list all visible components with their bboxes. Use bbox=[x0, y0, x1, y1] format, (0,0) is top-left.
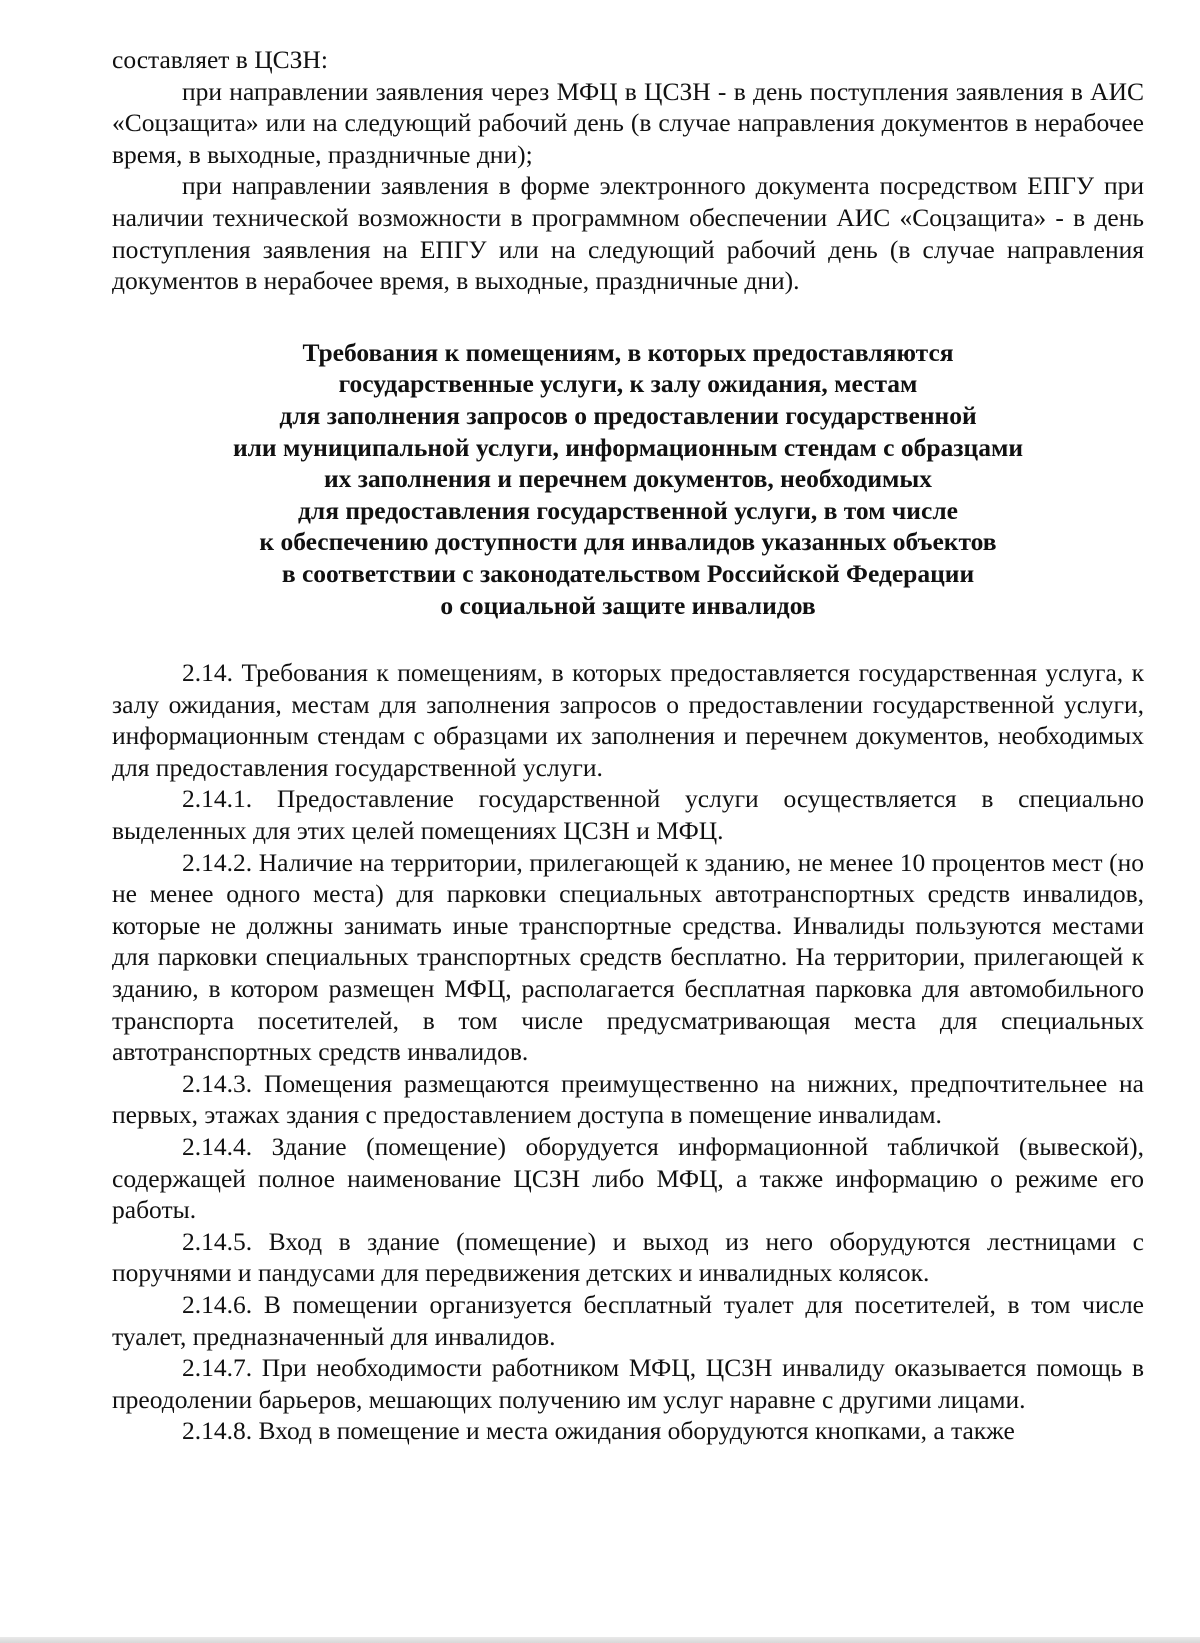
heading-line: государственные услуги, к залу ожидания, местам bbox=[338, 369, 918, 399]
paragraph-continuation: составляет в ЦСЗН: bbox=[112, 45, 328, 74]
section-heading bbox=[112, 337, 1144, 621]
heading-line: для предоставления государственной услуги, в том числе bbox=[298, 495, 958, 525]
heading-line: или муниципальной услуги, информационным стендам с образцами bbox=[232, 432, 1024, 462]
paragraph-2-14-3: 2.14.3. Помещения размещаются преимущественно на нижних, предпочтительнее на первых, этажах здания с предоставлением доступа в помещение инвалидам. bbox=[112, 1068, 1144, 1130]
paragraph-epgu-submission: при направлении заявления в форме электронного документа посредством ЕПГУ при наличии технической возможности в программном обеспечении АИС «Соцзащита» - в день поступления заявления на ЕПГУ или на следующий рабочий день (в случае направления документов в нерабочее время, в выходные, праздничные дни). bbox=[112, 171, 1144, 296]
paragraph-2-14-8: 2.14.8. Вход в помещение и места ожидания оборудуются кнопками, а также bbox=[182, 1416, 1015, 1446]
paragraph-2-14-6: 2.14.6. В помещении организуется бесплатный туалет для посетителей, в том числе туалет, предназначенный для инвалидов. bbox=[112, 1289, 1144, 1351]
paragraph-mfc-submission: при направлении заявления через МФЦ в ЦСЗН - в день поступления заявления в АИС «Соцзащита» или на следующий рабочий день (в случае направления документов в нерабочее время, в выходные, праздничные дни); bbox=[112, 76, 1144, 169]
document-page bbox=[112, 44, 1144, 1447]
paragraph-2-14-7: 2.14.7. При необходимости работником МФЦ, ЦСЗН инвалиду оказывается помощь в преодолении барьеров, мешающих получению им услуг наравне с другими лицами. bbox=[112, 1353, 1144, 1414]
paragraph-2-14: 2.14. Требования к помещениям, в которых предоставляется государственная услуга, к залу ожидания, местам для заполнения запросов о предоставлении государственной услуги, информационным стендам с образцами их заполнения и перечнем документов, необходимых для предоставления государственной услуги. bbox=[112, 658, 1144, 782]
heading-line: Требования к помещениям, в которых предоставляются bbox=[302, 337, 954, 367]
heading-line: о социальной защите инвалидов bbox=[440, 590, 816, 620]
paragraph-2-14-5: 2.14.5. Вход в здание (помещение) и выход из него оборудуются лестницами с поручнями и пандусами для передвижения детских и инвалидных колясок. bbox=[112, 1226, 1144, 1288]
heading-line: в соответствии с законодательством Российской Федерации bbox=[281, 558, 975, 588]
paragraph-2-14-1: 2.14.1. Предоставление государственной услуги осуществляется в специально выделенных для этих целей помещениях ЦСЗН и МФЦ. bbox=[112, 784, 1144, 846]
heading-line: для заполнения запросов о предоставлении государственной bbox=[279, 400, 977, 430]
heading-line: их заполнения и перечнем документов, необходимых bbox=[323, 464, 933, 494]
paragraph-2-14-2: 2.14.2. Наличие на территории, прилегающей к зданию, не менее 10 процентов мест (но не менее одного места) для парковки специальных автотранспортных средств инвалидов, которые не должны занимать иные транспортные средства. Инвалиды пользуются местами для парковки специальных транспортных средств бесплатно. На территории, прилегающей к зданию, в котором размещен МФЦ, располагается бесплатная парковка для автомобильного транспорта посетителей, в том числе предусматривающая места для специальных автотранспортных средств инвалидов. bbox=[112, 847, 1144, 1067]
paragraph-2-14-4: 2.14.4. Здание (помещение) оборудуется информационной табличкой (вывеской), содержащей полное наименование ЦСЗН либо МФЦ, а также информацию о режиме его работы. bbox=[112, 1132, 1144, 1225]
scan-edge-divider bbox=[0, 1637, 1200, 1643]
heading-line: к обеспечению доступности для инвалидов указанных объектов bbox=[259, 527, 997, 557]
